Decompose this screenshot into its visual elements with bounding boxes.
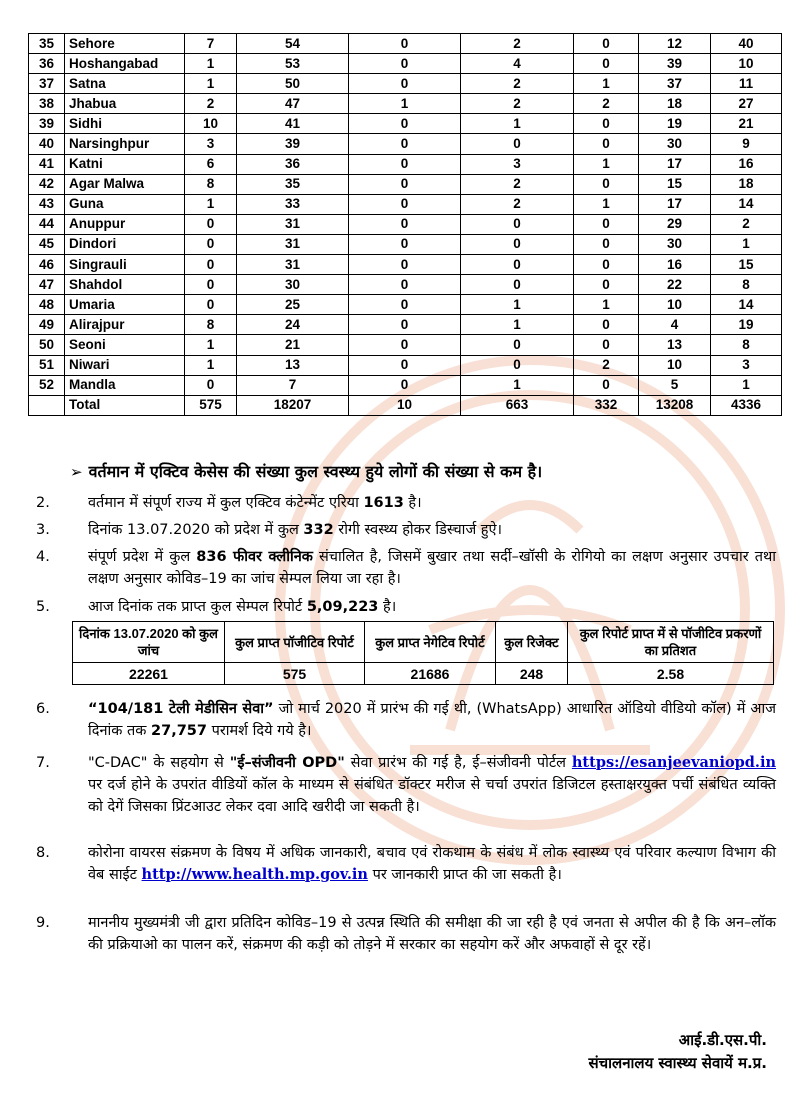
count-cell: 2	[574, 94, 639, 114]
table-row	[29, 174, 782, 194]
count-cell: 3	[461, 154, 574, 174]
count-cell: 2	[461, 34, 574, 54]
district-cell: Alirajpur	[65, 315, 185, 335]
table-row	[29, 355, 782, 375]
serial-cell: 43	[29, 194, 65, 214]
item-number: 2.	[36, 495, 50, 511]
count-cell: 29	[639, 214, 711, 234]
serial-cell: 48	[29, 295, 65, 315]
item-bold: 5,09,223	[306, 599, 379, 615]
district-cell: Niwari	[65, 355, 185, 375]
count-cell: 2	[574, 355, 639, 375]
count-cell: 0	[349, 214, 461, 234]
count-cell: 19	[711, 315, 782, 335]
count-cell: 16	[711, 154, 782, 174]
health-website-link[interactable]: http://www.health.mp.gov.in	[141, 866, 368, 883]
item-bold: 836 फीवर क्लीनिक	[196, 549, 313, 565]
item-text: "C-DAC" के सहयोग से	[88, 755, 230, 771]
item-text: माननीय मुख्यमंत्री जी द्वारा प्रतिदिन कोविड–19 से उत्पन्न स्थिति की समीक्षा की जा रही है एवं जनता से अपील की है कि अन–लॉक की प्रक्रियाओ का पालन करें, संक्रमण की कड़ी को तोड़ने में सरकार का सहयोग करें और अफवाहों से दूर रहें।	[88, 915, 776, 953]
count-cell: 1	[185, 355, 237, 375]
item-bold: 332	[303, 522, 334, 538]
item-text: परामर्श दिये गये है।	[206, 723, 312, 739]
sample-value-cell: 248	[496, 663, 568, 685]
serial-cell: 41	[29, 154, 65, 174]
count-cell: 14	[711, 295, 782, 315]
table-row	[29, 134, 782, 154]
count-cell: 1	[711, 375, 782, 395]
table-row	[29, 34, 782, 54]
item-text: वर्तमान में संपूर्ण राज्य में कुल एक्टिव कंटेन्मेंट एरिया	[88, 495, 364, 511]
count-cell: 332	[574, 395, 639, 415]
district-cell: Narsinghpur	[65, 134, 185, 154]
esanjeevani-link[interactable]: https://esanjeevaniopd.in	[571, 754, 777, 771]
count-cell: 1	[461, 114, 574, 134]
signature-line-1: आई.डी.एस.पी.	[678, 1031, 767, 1049]
item-text: है।	[403, 495, 422, 511]
count-cell: 1	[185, 335, 237, 355]
item-number: 9.	[36, 915, 50, 931]
serial-cell	[29, 395, 65, 415]
count-cell: 0	[349, 194, 461, 214]
count-cell: 31	[237, 255, 349, 275]
count-cell: 22	[639, 275, 711, 295]
district-cell: Dindori	[65, 234, 185, 254]
item-text: संचालित है, जिसमें बुखार तथा सर्दी–खॉसी के रोगियो का लक्षण अनुसार उपचार तथा लक्षण अनुसार कोविड–19 का जांच सेम्पल लिया जा रहा है।	[88, 549, 777, 587]
count-cell: 0	[349, 295, 461, 315]
count-cell: 1	[711, 234, 782, 254]
count-cell: 0	[349, 255, 461, 275]
count-cell: 0	[574, 255, 639, 275]
count-cell: 36	[237, 154, 349, 174]
district-cell: Mandla	[65, 375, 185, 395]
count-cell: 575	[185, 395, 237, 415]
count-cell: 39	[237, 134, 349, 154]
count-cell: 2	[711, 214, 782, 234]
count-cell: 3	[711, 355, 782, 375]
count-cell: 30	[639, 234, 711, 254]
count-cell: 0	[349, 174, 461, 194]
count-cell: 35	[237, 174, 349, 194]
item-number: 3.	[36, 522, 50, 538]
count-cell: 0	[349, 355, 461, 375]
count-cell: 39	[639, 54, 711, 74]
district-cell: Seoni	[65, 335, 185, 355]
count-cell: 1	[574, 74, 639, 94]
signature-line-2: संचालनालय स्वास्थ्य सेवायें म.प्र.	[588, 1054, 767, 1072]
item-number: 5.	[36, 599, 50, 615]
count-cell: 0	[574, 54, 639, 74]
count-cell: 0	[349, 54, 461, 74]
count-cell: 1	[574, 154, 639, 174]
district-cell: Anuppur	[65, 214, 185, 234]
count-cell: 1	[185, 54, 237, 74]
item-text: रोगी स्वस्थ्य होकर डिस्चार्ज हुऐ।	[333, 522, 503, 538]
count-cell: 0	[574, 214, 639, 234]
count-cell: 54	[237, 34, 349, 54]
item-text: पर जानकारी प्राप्त की जा सकती है।	[367, 867, 562, 883]
count-cell: 0	[574, 34, 639, 54]
table-row	[29, 255, 782, 275]
count-cell: 1	[185, 194, 237, 214]
count-cell: 0	[349, 335, 461, 355]
count-cell: 21	[711, 114, 782, 134]
count-cell: 0	[461, 214, 574, 234]
count-cell: 30	[237, 275, 349, 295]
count-cell: 7	[237, 375, 349, 395]
count-cell: 41	[237, 114, 349, 134]
count-cell: 8	[711, 335, 782, 355]
count-cell: 2	[185, 94, 237, 114]
count-cell: 13	[237, 355, 349, 375]
district-cell: Shahdol	[65, 275, 185, 295]
item-text: संपूर्ण प्रदेश में कुल	[88, 549, 197, 565]
count-cell: 2	[461, 194, 574, 214]
serial-cell: 35	[29, 34, 65, 54]
count-cell: 40	[711, 34, 782, 54]
item-bold: "ई–संजीवनी OPD"	[229, 755, 345, 771]
count-cell: 4	[461, 54, 574, 74]
district-cell: Katni	[65, 154, 185, 174]
count-cell: 37	[639, 74, 711, 94]
sample-value-cell: 22261	[73, 663, 225, 685]
count-cell: 0	[461, 275, 574, 295]
count-cell: 17	[639, 154, 711, 174]
item-bold: “104/181 टेली मेडीसिन सेवा”	[88, 701, 274, 717]
count-cell: 8	[185, 174, 237, 194]
item-text: कोरोना वायरस संक्रमण के विषय में अधिक जानकारी, बचाव एवं रोकथाम के संबंध में लोक स्वास्थ्य एवं परिवार कल्याण विभाग की वेब साईट	[88, 845, 776, 883]
count-cell: 0	[185, 295, 237, 315]
district-table	[28, 33, 782, 416]
district-cell: Umaria	[65, 295, 185, 315]
count-cell: 13	[639, 335, 711, 355]
headline-text: वर्तमान में एक्टिव केसेस की संख्या कुल स्वस्थ्य हुये लोगों की संख्या से कम है।	[88, 462, 543, 481]
count-cell: 10	[639, 295, 711, 315]
item-text: है।	[378, 599, 397, 615]
serial-cell: 45	[29, 234, 65, 254]
count-cell: 1	[574, 194, 639, 214]
count-cell: 15	[639, 174, 711, 194]
count-cell: 8	[185, 315, 237, 335]
district-cell: Jhabua	[65, 94, 185, 114]
item-text: जो मार्च 2020 में प्रारंभ की गई थी, (WhatsApp) आधारित ऑडियो वीडियो कॉल) में आज दिनांक तक	[88, 701, 776, 739]
count-cell: 31	[237, 234, 349, 254]
district-cell: Sidhi	[65, 114, 185, 134]
table-row	[29, 214, 782, 234]
count-cell: 11	[711, 74, 782, 94]
count-cell: 0	[574, 114, 639, 134]
headline	[70, 460, 783, 482]
count-cell: 0	[461, 255, 574, 275]
item-text: पर दर्ज होने के उपरांत वीडियों कॉल के माध्यम से संबंधित डॉक्टर मरीज से चर्चा उपरांत डिजिटल हस्ताक्षरयुक्त पर्ची संबंधित व्यक्ति को देगें जिसका प्रिंटआउट लेकर दवा आदि खरीदी जा सकती है।	[88, 777, 776, 815]
item-text: सेवा प्रारंभ की गई है, ई–संजीवनी पोर्टल	[344, 755, 572, 771]
item-bold: 1613	[363, 495, 404, 511]
serial-cell: 46	[29, 255, 65, 275]
count-cell: 24	[237, 315, 349, 335]
count-cell: 10	[639, 355, 711, 375]
count-cell: 10	[711, 54, 782, 74]
count-cell: 5	[639, 375, 711, 395]
total-row	[29, 395, 782, 415]
serial-cell: 52	[29, 375, 65, 395]
count-cell: 27	[711, 94, 782, 114]
count-cell: 0	[185, 214, 237, 234]
count-cell: 663	[461, 395, 574, 415]
count-cell: 0	[574, 375, 639, 395]
item-bold: 27,757	[151, 723, 207, 739]
sample-value-cell: 2.58	[568, 663, 774, 685]
count-cell: 47	[237, 94, 349, 114]
table-row	[29, 94, 782, 114]
table-row	[29, 194, 782, 214]
count-cell: 0	[185, 375, 237, 395]
count-cell: 0	[574, 234, 639, 254]
count-cell: 0	[185, 255, 237, 275]
serial-cell: 40	[29, 134, 65, 154]
count-cell: 2	[461, 174, 574, 194]
count-cell: 0	[574, 335, 639, 355]
table-row	[29, 375, 782, 395]
sample-header-cell: कुल रिजेक्ट	[496, 622, 568, 663]
count-cell: 0	[461, 134, 574, 154]
count-cell: 1	[574, 295, 639, 315]
sample-header-cell: कुल प्राप्त पॉजीटिव रिपोर्ट	[225, 622, 365, 663]
district-cell: Sehore	[65, 34, 185, 54]
count-cell: 0	[461, 355, 574, 375]
count-cell: 15	[711, 255, 782, 275]
district-cell: Guna	[65, 194, 185, 214]
serial-cell: 38	[29, 94, 65, 114]
count-cell: 19	[639, 114, 711, 134]
count-cell: 0	[461, 234, 574, 254]
count-cell: 0	[349, 275, 461, 295]
count-cell: 0	[349, 154, 461, 174]
count-cell: 0	[574, 134, 639, 154]
count-cell: 13208	[639, 395, 711, 415]
count-cell: 2	[461, 74, 574, 94]
count-cell: 0	[185, 234, 237, 254]
count-cell: 0	[349, 134, 461, 154]
count-cell: 0	[574, 315, 639, 335]
count-cell: 3	[185, 134, 237, 154]
sample-value-cell: 575	[225, 663, 365, 685]
item-number: 6.	[36, 701, 50, 717]
count-cell: 50	[237, 74, 349, 94]
serial-cell: 49	[29, 315, 65, 335]
count-cell: 0	[349, 114, 461, 134]
count-cell: 1	[349, 94, 461, 114]
count-cell: 4336	[711, 395, 782, 415]
count-cell: 0	[349, 74, 461, 94]
item-number: 8.	[36, 845, 50, 861]
count-cell: 1	[461, 295, 574, 315]
count-cell: 4	[639, 315, 711, 335]
count-cell: 0	[349, 234, 461, 254]
table-row	[29, 114, 782, 134]
serial-cell: 42	[29, 174, 65, 194]
sample-header-cell: कुल रिपोर्ट प्राप्त में से पॉजीटिव प्रकरणों का प्रतिशत	[568, 622, 774, 663]
count-cell: 33	[237, 194, 349, 214]
item-number: 4.	[36, 549, 50, 565]
district-cell: Total	[65, 395, 185, 415]
count-cell: 0	[349, 34, 461, 54]
serial-cell: 37	[29, 74, 65, 94]
sample-report-table	[72, 621, 774, 685]
sample-header-cell: दिनांक 13.07.2020 को कुल जांच	[73, 622, 225, 663]
serial-cell: 51	[29, 355, 65, 375]
table-row	[29, 74, 782, 94]
table-row	[29, 295, 782, 315]
serial-cell: 50	[29, 335, 65, 355]
district-cell: Agar Malwa	[65, 174, 185, 194]
count-cell: 16	[639, 255, 711, 275]
count-cell: 1	[185, 74, 237, 94]
count-cell: 25	[237, 295, 349, 315]
serial-cell: 44	[29, 214, 65, 234]
serial-cell: 47	[29, 275, 65, 295]
count-cell: 21	[237, 335, 349, 355]
table-row	[29, 315, 782, 335]
count-cell: 18	[639, 94, 711, 114]
table-row	[29, 54, 782, 74]
arrow-icon: ➢	[70, 463, 83, 481]
count-cell: 0	[461, 335, 574, 355]
count-cell: 10	[349, 395, 461, 415]
count-cell: 18207	[237, 395, 349, 415]
count-cell: 8	[711, 275, 782, 295]
sample-header-cell: कुल प्राप्त नेगेटिव रिपोर्ट	[365, 622, 496, 663]
count-cell: 0	[574, 275, 639, 295]
count-cell: 10	[185, 114, 237, 134]
table-row	[29, 335, 782, 355]
count-cell: 17	[639, 194, 711, 214]
count-cell: 6	[185, 154, 237, 174]
serial-cell: 36	[29, 54, 65, 74]
count-cell: 30	[639, 134, 711, 154]
count-cell: 0	[574, 174, 639, 194]
count-cell: 14	[711, 194, 782, 214]
count-cell: 53	[237, 54, 349, 74]
count-cell: 0	[349, 315, 461, 335]
count-cell: 31	[237, 214, 349, 234]
district-cell: Satna	[65, 74, 185, 94]
count-cell: 9	[711, 134, 782, 154]
count-cell: 18	[711, 174, 782, 194]
serial-cell: 39	[29, 114, 65, 134]
table-row	[29, 234, 782, 254]
count-cell: 7	[185, 34, 237, 54]
count-cell: 0	[349, 375, 461, 395]
count-cell: 1	[461, 375, 574, 395]
table-row	[29, 154, 782, 174]
item-text: आज दिनांक तक प्राप्त कुल सेम्पल रिपोर्ट	[88, 599, 307, 615]
count-cell: 2	[461, 94, 574, 114]
count-cell: 12	[639, 34, 711, 54]
sample-value-cell: 21686	[365, 663, 496, 685]
item-text: दिनांक 13.07.2020 को प्रदेश में कुल	[88, 522, 304, 538]
item-number: 7.	[36, 755, 50, 771]
count-cell: 1	[461, 315, 574, 335]
district-cell: Hoshangabad	[65, 54, 185, 74]
table-row	[29, 275, 782, 295]
district-cell: Singrauli	[65, 255, 185, 275]
count-cell: 0	[185, 275, 237, 295]
